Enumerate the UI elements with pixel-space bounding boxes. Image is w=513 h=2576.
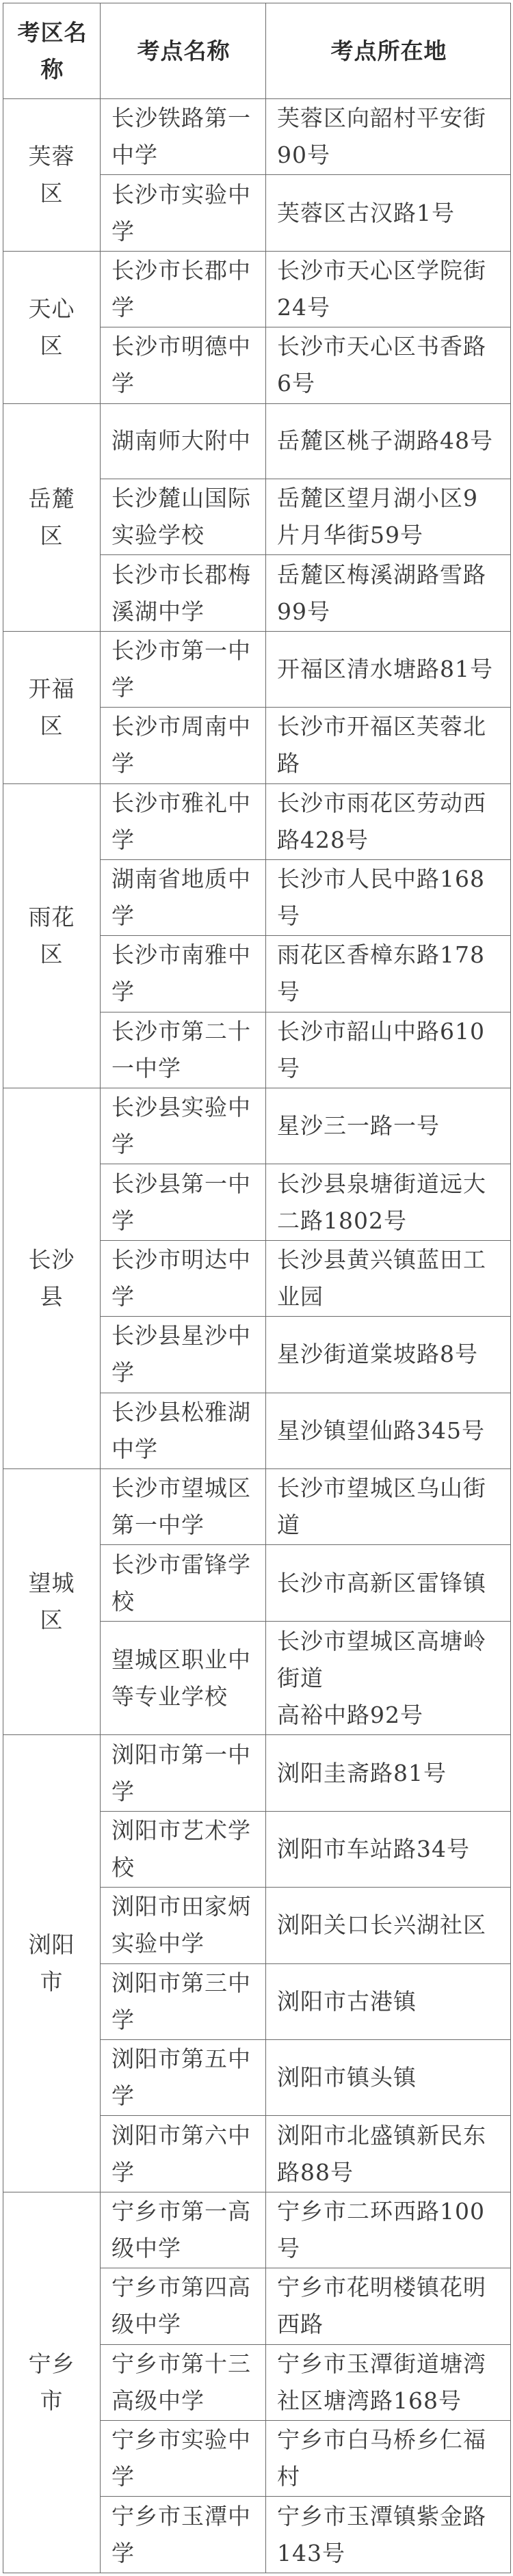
site-address: 宁乡市花明楼镇花明西路 [266, 2268, 511, 2344]
site-address: 岳麓区梅溪湖路雪路99号 [266, 555, 511, 631]
site-name: 长沙市周南中学 [101, 708, 266, 783]
site-address: 长沙市望城区高塘岭街道 高裕中路92号 [266, 1621, 511, 1735]
site-name: 长沙市长郡梅溪湖中学 [101, 555, 266, 631]
header-site-address: 考点所在地 [266, 3, 511, 99]
site-name: 长沙县实验中学 [101, 1088, 266, 1164]
table-row [3, 1088, 511, 1164]
header-site-name: 考点名称 [101, 3, 266, 99]
site-address: 长沙市韶山中路610号 [266, 1012, 511, 1088]
table-header-row [3, 3, 511, 99]
site-address: 长沙县泉塘街道远大二路1802号 [266, 1164, 511, 1240]
district-name: 岳麓区 [3, 403, 101, 631]
table-body [3, 3, 511, 2573]
site-address: 长沙市天心区书香路6号 [266, 327, 511, 403]
site-name: 长沙市南雅中学 [101, 936, 266, 1012]
table-row [3, 251, 511, 327]
header-district: 考区名称 [3, 3, 101, 99]
site-name: 宁乡市第四高级中学 [101, 2268, 266, 2344]
site-address: 长沙市开福区芙蓉北路 [266, 708, 511, 783]
site-address: 岳麓区桃子湖路48号 [266, 403, 511, 479]
district-name: 天心区 [3, 251, 101, 403]
site-address: 长沙市望城区乌山街道 [266, 1469, 511, 1545]
table-row [3, 783, 511, 859]
site-name: 长沙市雅礼中学 [101, 783, 266, 859]
district-name: 望城区 [3, 1469, 101, 1735]
site-address: 浏阳市镇头镇 [266, 2039, 511, 2115]
site-address: 浏阳市古港镇 [266, 1963, 511, 2039]
site-address: 浏阳市北盛镇新民东路88号 [266, 2116, 511, 2192]
table-row [3, 1469, 511, 1545]
site-address: 长沙市高新区雷锋镇 [266, 1545, 511, 1621]
site-name: 长沙市明德中学 [101, 327, 266, 403]
site-name: 长沙铁路第一中学 [101, 99, 266, 175]
site-name: 长沙市实验中学 [101, 175, 266, 251]
table-row [3, 1735, 511, 1811]
site-name: 浏阳市第六中学 [101, 2116, 266, 2192]
site-address: 芙蓉区向韶村平安街90号 [266, 99, 511, 175]
site-address: 浏阳关口长兴湖社区 [266, 1888, 511, 1963]
table-row [3, 631, 511, 707]
site-address: 长沙市天心区学院街24号 [266, 251, 511, 327]
site-name: 浏阳市田家炳实验中学 [101, 1888, 266, 1963]
site-name: 长沙县星沙中学 [101, 1317, 266, 1393]
site-name: 湖南省地质中学 [101, 859, 266, 935]
site-name: 宁乡市玉潭中学 [101, 2497, 266, 2573]
site-name: 宁乡市第一高级中学 [101, 2192, 266, 2268]
district-name: 雨花区 [3, 783, 101, 1088]
site-name: 长沙市望城区第一中学 [101, 1469, 266, 1545]
site-address: 宁乡市玉潭街道塘湾社区塘湾路168号 [266, 2344, 511, 2420]
site-address: 长沙市人民中路168号 [266, 859, 511, 935]
site-address: 宁乡市二环西路100号 [266, 2192, 511, 2268]
site-name: 湖南师大附中 [101, 403, 266, 479]
table-row [3, 99, 511, 175]
site-name: 浏阳市第五中学 [101, 2039, 266, 2115]
site-address: 星沙镇望仙路345号 [266, 1393, 511, 1468]
site-address: 长沙县黄兴镇蓝田工业园 [266, 1240, 511, 1316]
district-name: 开福区 [3, 631, 101, 783]
site-name: 浏阳市第三中学 [101, 1963, 266, 2039]
site-name: 浏阳市第一中学 [101, 1735, 266, 1811]
site-name: 宁乡市第十三高级中学 [101, 2344, 266, 2420]
site-address: 浏阳圭斋路81号 [266, 1735, 511, 1811]
site-name: 望城区职业中等专业学校 [101, 1621, 266, 1735]
site-name: 长沙市第二十一中学 [101, 1012, 266, 1088]
exam-site-table [3, 3, 511, 2573]
site-address: 宁乡市玉潭镇紫金路143号 [266, 2497, 511, 2573]
site-address: 开福区清水塘路81号 [266, 631, 511, 707]
table-row [3, 403, 511, 479]
site-address: 岳麓区望月湖小区9片月华街59号 [266, 479, 511, 554]
district-name: 长沙县 [3, 1088, 101, 1469]
site-address: 星沙街道棠坡路8号 [266, 1317, 511, 1393]
site-name: 长沙麓山国际实验学校 [101, 479, 266, 554]
district-name: 芙蓉区 [3, 99, 101, 252]
site-address: 芙蓉区古汉路1号 [266, 175, 511, 251]
site-name: 长沙县第一中学 [101, 1164, 266, 1240]
table-row [3, 2192, 511, 2268]
site-name: 浏阳市艺术学校 [101, 1811, 266, 1887]
site-address: 雨花区香樟东路178号 [266, 936, 511, 1012]
site-address: 浏阳市车站路34号 [266, 1811, 511, 1887]
site-name: 宁乡市实验中学 [101, 2420, 266, 2496]
district-name: 浏阳市 [3, 1735, 101, 2192]
site-address: 长沙市雨花区劳动西路428号 [266, 783, 511, 859]
site-name: 长沙市明达中学 [101, 1240, 266, 1316]
site-name: 长沙市长郡中学 [101, 251, 266, 327]
site-name: 长沙市第一中学 [101, 631, 266, 707]
site-address: 星沙三一路一号 [266, 1088, 511, 1164]
district-name: 宁乡市 [3, 2192, 101, 2573]
site-name: 长沙县松雅湖中学 [101, 1393, 266, 1468]
site-address: 宁乡市白马桥乡仁福村 [266, 2420, 511, 2496]
site-name: 长沙市雷锋学校 [101, 1545, 266, 1621]
